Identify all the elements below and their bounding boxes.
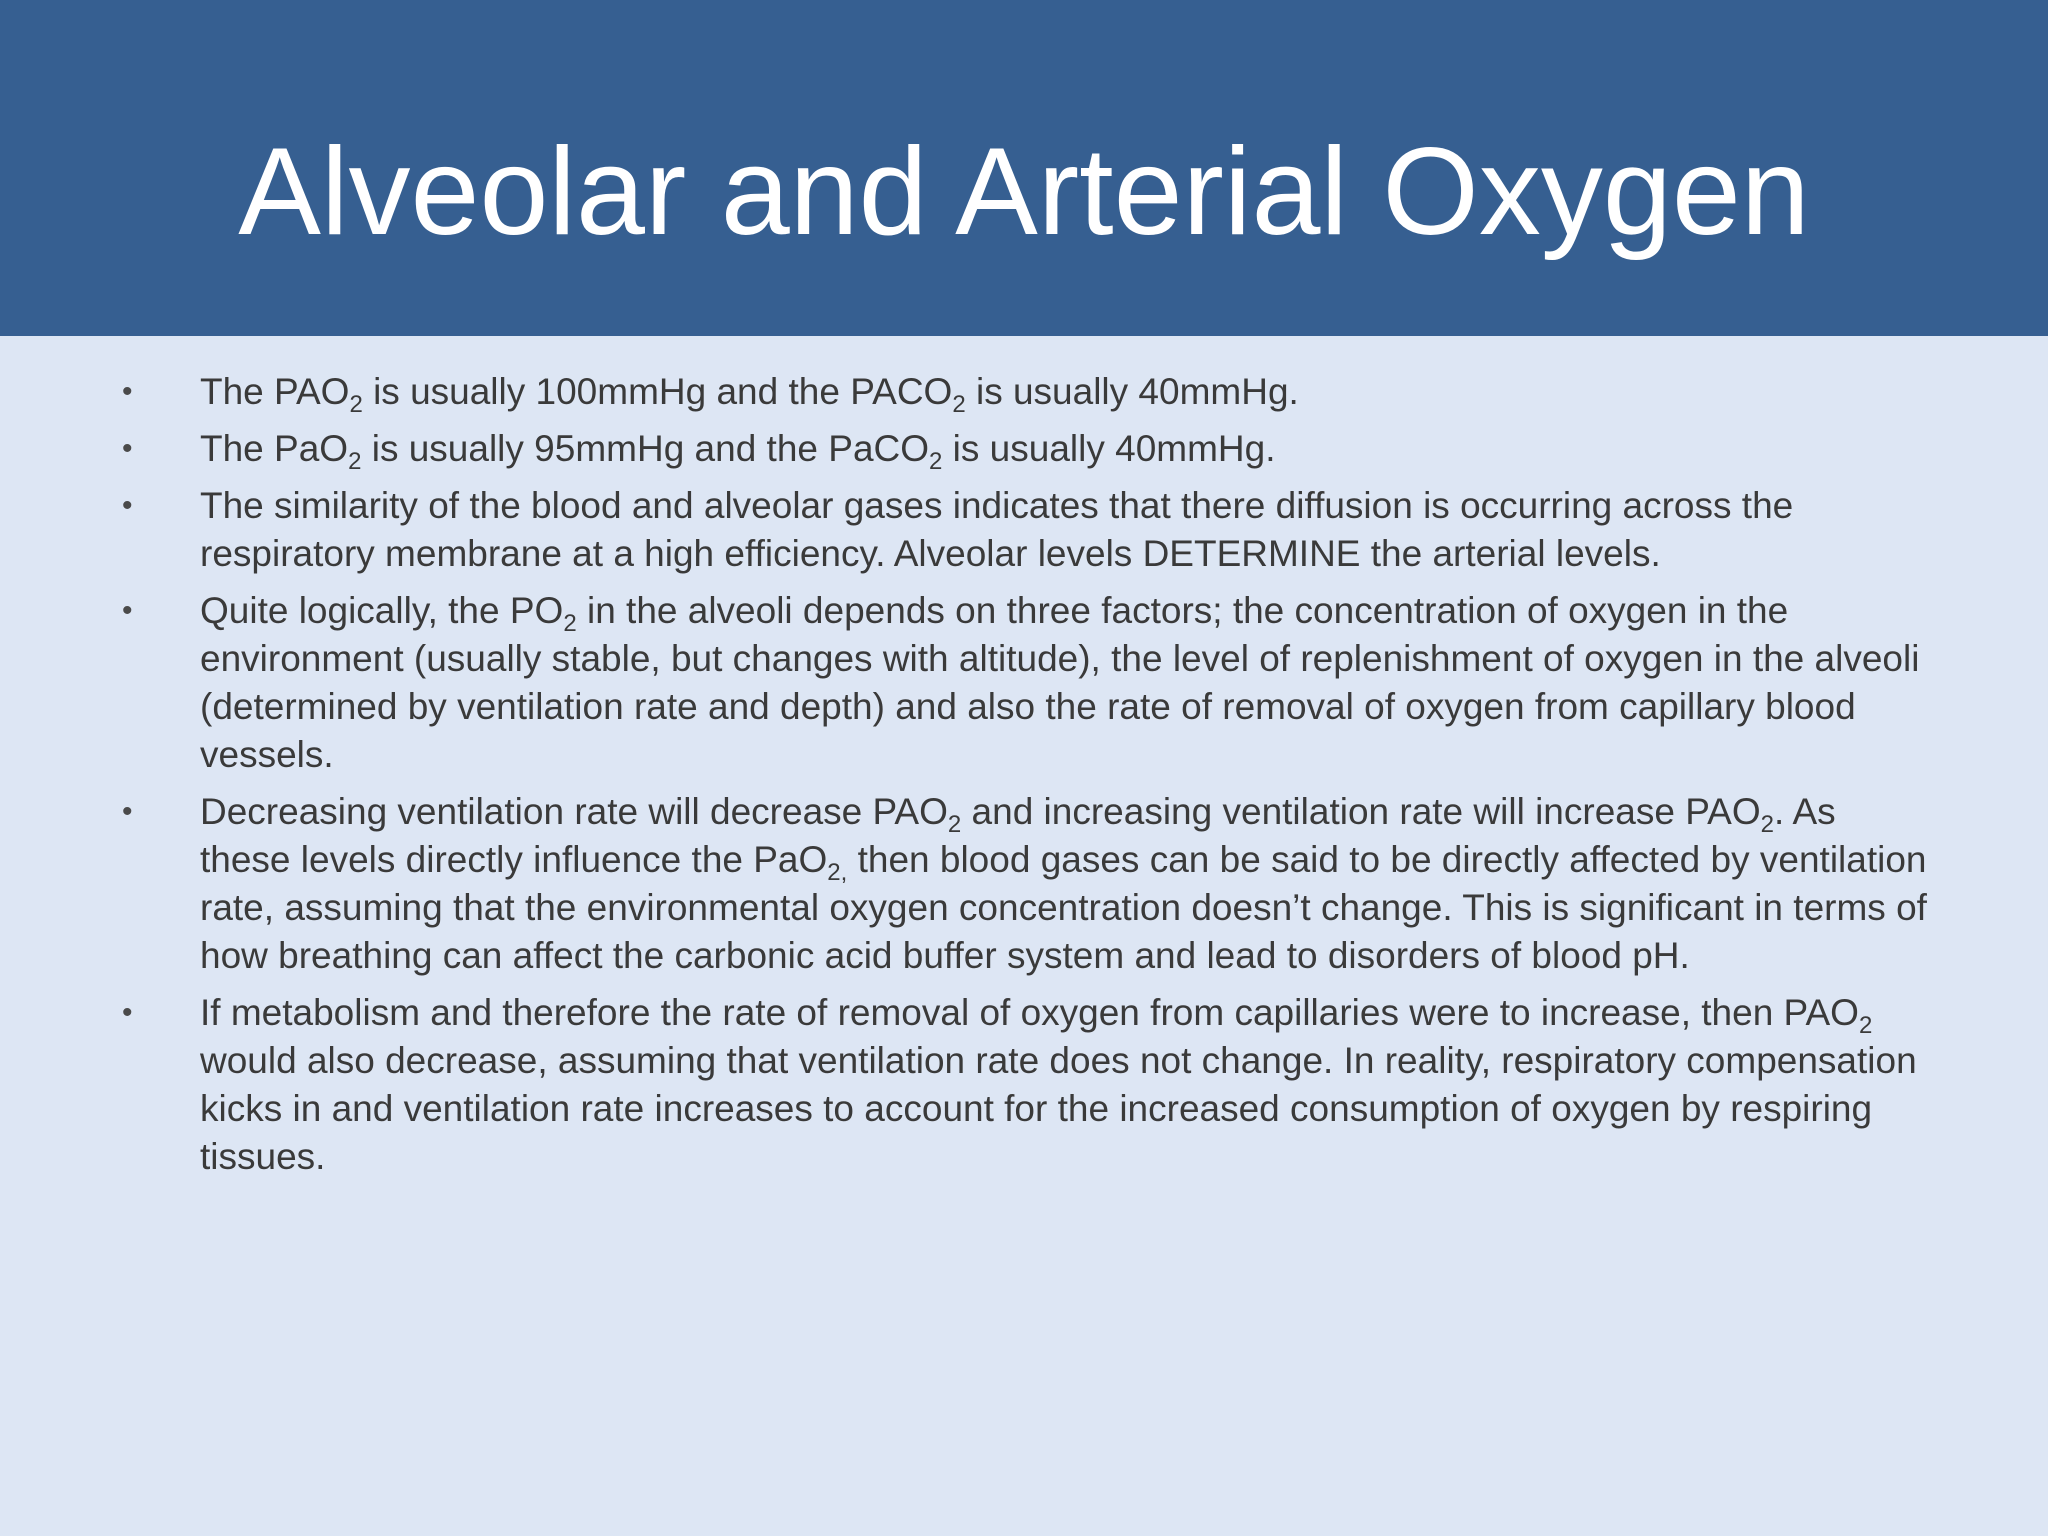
bullet-item [0, 368, 1930, 416]
bullet-item [0, 788, 1930, 980]
bullet-list [0, 368, 2048, 1190]
bullet-item [0, 482, 1930, 578]
bullet-dot-icon: • [122, 375, 133, 408]
bullet-item [0, 989, 1930, 1181]
bullet-text: Decreasing ventilation rate will decrease $PAO_2$ and increasing ventilation rate will increase $PAO_2$. As these levels directly influence the PaO$_{2,}$ then blood gases can be said to be directly affected by ventilation rate, assuming that the environmental oxygen concentration doesn’t change. This is significant in terms of how breathing can affect the carbonic acid buffer system and lead to disorders of blood pH. [200, 791, 1927, 976]
bullet-text: The PaO$_2$ is usually 95mmHg and the PaCO$_2$ is usually 40mmHg. [200, 428, 1276, 475]
bullet-text: The similarity of the blood and alveolar gases indicates that there diffusion is occurring across the respiratory membrane at a high efficiency. Alveolar levels DETERMINE the arterial levels. [200, 485, 1794, 574]
bullet-text: Quite logically, the $PO_2$ in the alveoli depends on three factors; the concentration of oxygen in the environment (usually stable, but changes with altitude), the level of replenishment of oxygen in the alveoli (determined by ventilation rate and depth) and also the rate of removal of oxygen from capillary blood vessels. [200, 590, 1920, 775]
bullet-item [0, 425, 1930, 473]
bullet-dot-icon: • [122, 432, 133, 465]
bullet-text: The $PAO_2$ is usually 100mmHg and the $PACO_2$ is usually 40mmHg. [200, 371, 1299, 418]
slide-title: Alveolar and Arterial Oxygen [238, 123, 1810, 261]
bullet-item [0, 587, 1930, 779]
bullet-dot-icon: • [122, 489, 133, 522]
title-bar [0, 0, 2048, 336]
bullet-dot-icon: • [122, 594, 133, 627]
bullet-dot-icon: • [122, 795, 133, 828]
bullet-dot-icon: • [122, 996, 133, 1029]
bullet-text: If metabolism and therefore the rate of removal of oxygen from capillaries were to increase, then $PAO_2$ would also decrease, assuming that ventilation rate does not change. In reality, respiratory compensation kicks in and ventilation rate increases to account for the increased consumption of oxygen by respiring tissues. [200, 992, 1917, 1177]
